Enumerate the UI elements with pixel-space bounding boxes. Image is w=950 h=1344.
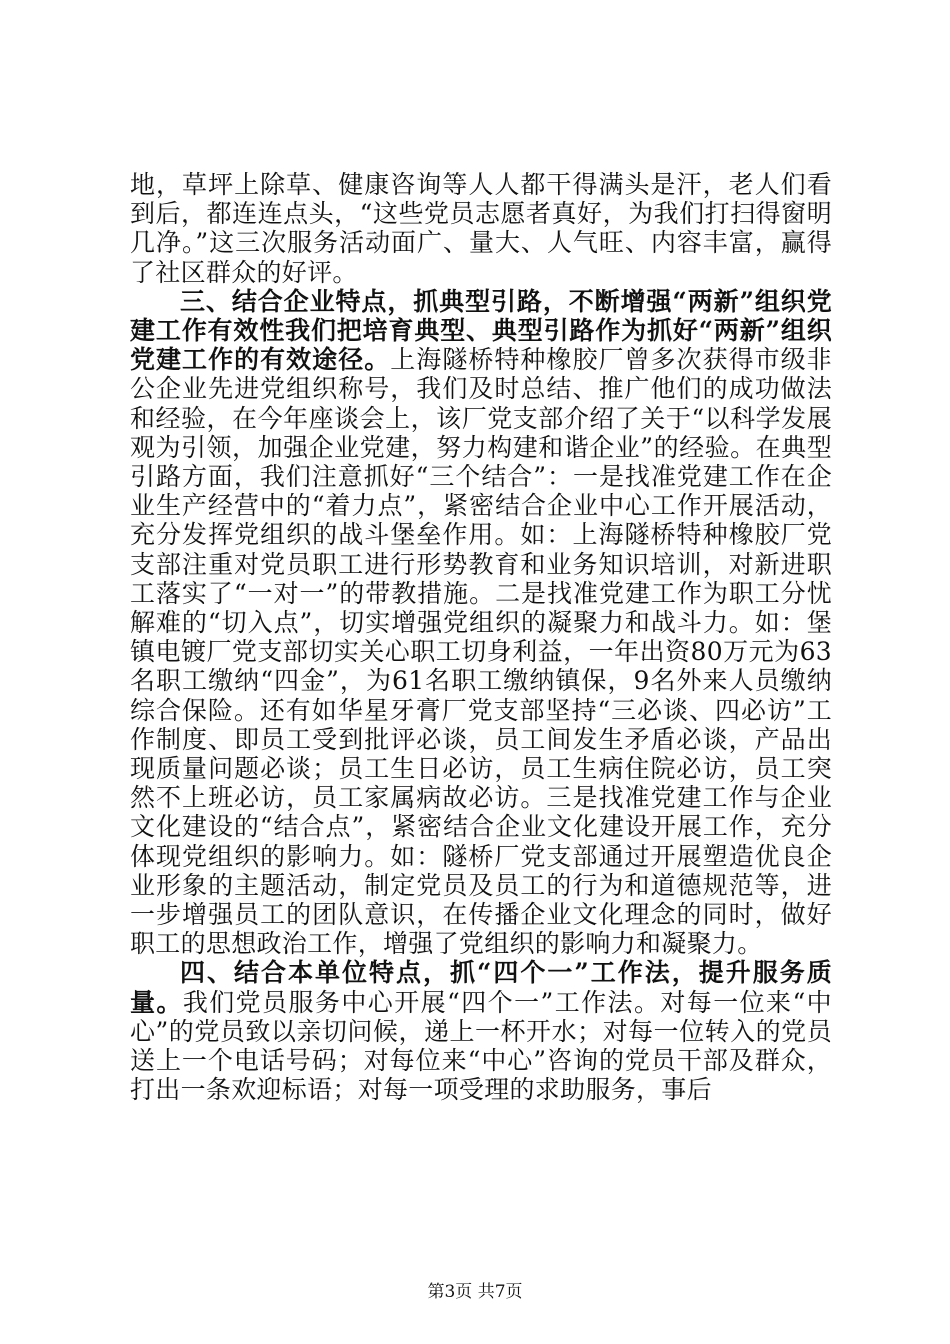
- paragraph-1: [130, 170, 832, 287]
- page-footer: [0, 1282, 950, 1302]
- paragraph-2: [130, 287, 832, 959]
- paragraph-3: [130, 958, 832, 1104]
- paragraph-3-text: 我们党员服务中心开展“四个一”工作法。对每一位来“中心”的党员致以亲切问候，递上一杯开水；对每一位转入的党员送上一个电话号码；对每位来“中心”咨询的党员干部及群众，打出一条欢迎标语；对每一项受理的求助服务，事后: [130, 987, 832, 1105]
- document-body: [130, 170, 832, 1105]
- paragraph-3-heading: 四、结合本单位特点，抓“四个一”工作法，提升服务质量。: [130, 958, 832, 1017]
- paragraph-1-text: 地，草坪上除草、健康咨询等人人都干得满头是汗，老人们看到后，都连连点头，“这些党员志愿者真好，为我们打扫得窗明几净。”这三次服务活动面广、量大、人气旺、内容丰富，赢得了社区群众的好评。: [130, 170, 832, 287]
- paragraph-2-text: 上海隧桥特种橡胶厂曾多次获得市级非公企业先进党组织称号，我们及时总结、推广他们的成功做法和经验，在今年座谈会上，该厂党支部介绍了关于“以科学发展观为引领，加强企业党建，努力构建和谐企业”的经验。在典型引路方面，我们注意抓好“三个结合”：一是找准党建工作在企业生产经营中的“着力点”，紧密结合企业中心工作开展活动，充分发挥党组织的战斗堡垒作用。如：上海隧桥特种橡胶厂党支部注重对党员职工进行形势教育和业务知识培训，对新进职工落实了“一对一”的带教措施。二是找准党建工作为职工分忧解难的“切入点”，切实增强党组织的凝聚力和战斗力。如：堡镇电镀厂党支部切实关心职工切身利益，一年出资80万元为63名职工缴纳“四金”，为61名职工缴纳镇保，9名外来人员缴纳综合保险。还有如华星牙膏厂党支部坚持“三必谈、四必访”工作制度、即员工受到批评必谈，员工间发生矛盾必谈，产品出现质量问题必谈；员工生日必访，员工生病住院必访，员工突然不上班必访，员工家属病故必访。三是找准党建工作与企业文化建设的“结合点”，紧密结合企业文化建设开展工作，充分体现党组织的影响力。如：隧桥厂党支部通过开展塑造优良企业形象的主题活动，制定党员及员工的行为和道德规范等，进一步增强员工的团队意识，在传播企业文化理念的同时，做好职工的思想政治工作，增强了党组织的影响力和凝聚力。: [130, 345, 832, 959]
- paragraph-2-heading: 三、结合企业特点，抓典型引路，不断增强“两新”组织党建工作有效性我们把培育典型、典型引路作为抓好“两新”组织党建工作的有效途径。: [130, 286, 832, 375]
- page-indicator: 第3页 共7页: [427, 1282, 523, 1302]
